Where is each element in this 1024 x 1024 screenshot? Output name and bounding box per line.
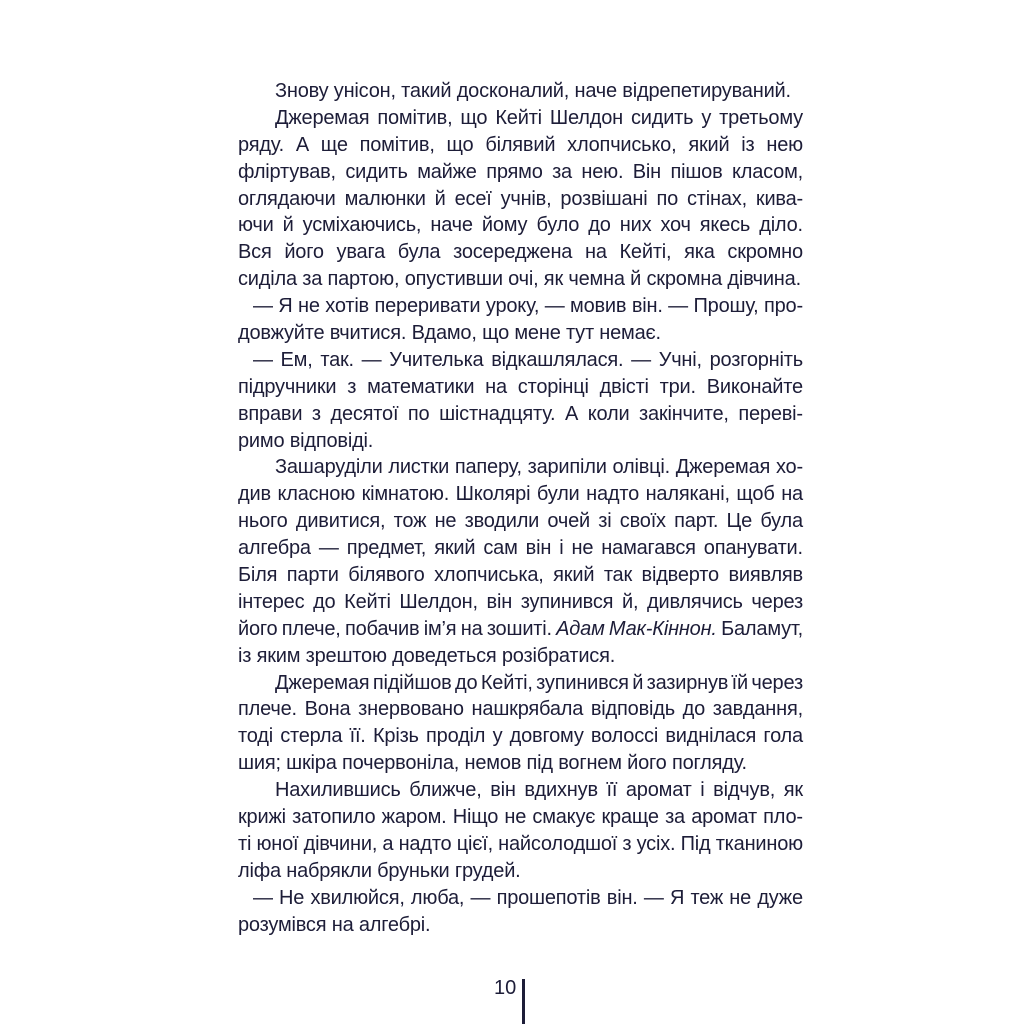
- text-line: сиділа за партою, опустивши очі, як чемна й скромна дівчина.: [238, 268, 801, 291]
- text-line: Зашаруділи листки паперу, зарипіли олівці. Джеремая хо-: [275, 456, 803, 479]
- text-line: шия; шкіра почервоніла, немов під вогнем його погляду.: [238, 752, 747, 775]
- page-text: [238, 78, 803, 939]
- text-line: Біля парти білявого хлопчиська, який так відверто виявляв: [238, 564, 803, 587]
- text-line: підручники з математики на сторінці двісті три. Виконайте: [238, 375, 803, 398]
- paragraph: [238, 454, 803, 669]
- text-line: його плече, побачив ім’я на зошиті. Адам Мак-Кіннон. Баламут,: [238, 617, 803, 640]
- text-line: вправи з десятої по шістнадцяту. А коли закінчите, переві-: [238, 402, 803, 425]
- text-line: фліртував, сидить майже прямо за нею. Він пішов класом,: [238, 160, 803, 183]
- paragraph: [238, 105, 803, 293]
- paragraph: [238, 777, 803, 885]
- text-line: — Я не хотів переривати уроку, — мовив він. — Прошу, про-: [253, 295, 803, 318]
- text-line: алгебра — предмет, який сам він і не намагався опанувати.: [238, 537, 803, 560]
- text-line: — Не хвилюйся, люба, — прошепотів він. — Я теж не дуже: [253, 886, 803, 909]
- text-line: розумівся на алгебрі.: [238, 913, 431, 936]
- text-line: римо відповіді.: [238, 429, 374, 452]
- paragraph: [238, 885, 803, 939]
- text-line: Нахилившись ближче, він вдихнув її аромат і відчув, як: [275, 779, 803, 802]
- text-line: ряду. А ще помітив, що білявий хлопчисько, який із нею: [238, 133, 803, 156]
- paragraph: [238, 347, 803, 455]
- text-line: нього дивитися, тож не зводили очей зі своїх парт. Це була: [238, 510, 803, 533]
- text-line: — Ем, так. — Учителька відкашлялася. — Учні, розгорніть: [253, 348, 803, 371]
- text-line: див класною кімнатою. Школярі були надто налякані, щоб на: [238, 483, 803, 506]
- text-line: тоді стерла її. Крізь проділ у довгому волоссі виднілася гола: [238, 725, 803, 748]
- text-line: ючи й усміхаючись, наче йому було до них хоч якесь діло.: [238, 214, 803, 237]
- text-line: ті юної дівчини, а надто цієї, найсолодшої з усіх. Під тканиною: [238, 832, 803, 855]
- text-line: Джеремая помітив, що Кейті Шелдон сидить у третьому: [275, 106, 803, 129]
- paragraph: [238, 670, 803, 778]
- text-line: ліфа набрякли бруньки грудей.: [238, 859, 521, 882]
- text-line: плече. Вона знервовано нашкрябала відповідь до завдання,: [238, 698, 803, 721]
- text-line: Джеремая підійшов до Кейті, зупинився й зазирнув їй через: [275, 671, 803, 694]
- page-number: 10: [494, 977, 517, 999]
- text-line: із яким зрештою доведеться розібратися.: [238, 644, 616, 667]
- page-marker-line: [522, 979, 525, 1024]
- text-line: інтерес до Кейті Шелдон, він зупинився й, дивлячись через: [238, 590, 803, 613]
- text-line: крижі затопило жаром. Ніщо не смакує краще за аромат пло-: [238, 806, 803, 829]
- text-line: Знову унісон, такий досконалий, наче відрепетируваний.: [275, 80, 791, 102]
- text-line: оглядаючи малюнки й есеї учнів, розвішані по стінах, кива-: [238, 187, 803, 210]
- paragraph: [238, 78, 803, 105]
- paragraph: [238, 293, 803, 347]
- text-line: довжуйте вчитися. Вдамо, що мене тут немає.: [238, 322, 661, 345]
- text-line: Вся його увага була зосереджена на Кейті, яка скромно: [238, 241, 803, 264]
